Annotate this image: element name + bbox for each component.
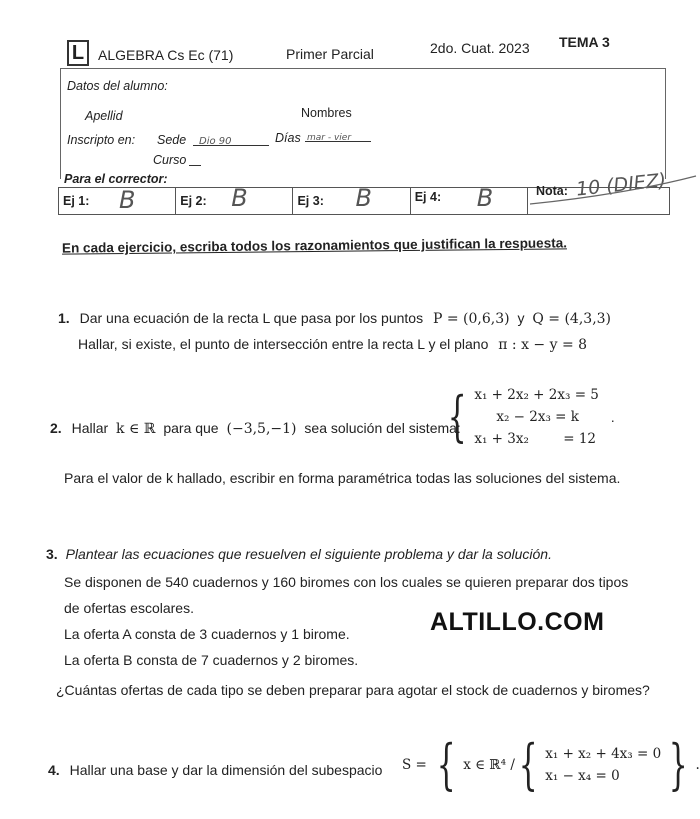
ex2-number: 2. [50, 420, 62, 436]
enrolled-label: Inscripto en: [67, 133, 136, 147]
ex1-line1: Dar una ecuación de la recta L que pasa por los puntos [79, 310, 424, 326]
exercise-2: 2. Hallar k ∈ ℝ para que (−3,5,−1) sea solución del sistema: [50, 420, 461, 437]
mark-ej2: B [231, 184, 248, 212]
mark-ej1: B [119, 186, 136, 214]
watermark: ALTILLO.COM [430, 608, 605, 636]
ex4-eq1: x₁ + x₂ + 4x₃ = 0 [545, 746, 662, 762]
exercise-1: 1. Dar una ecuación de la recta L que pasa por los puntos P = (0,6,3) y Q = (4,3,3) [58, 310, 612, 327]
ex1-point-p: P = (0,6,3) [432, 311, 510, 327]
grade-cell-ej3: Ej 3: B [293, 188, 410, 214]
exercise-1-line2: Hallar, si existe, el punto de intersección entre la recta L y el plano π : x − y = 8 [78, 336, 588, 353]
term-label: 2do. Cuat. 2023 [430, 40, 530, 56]
instruction-text: En cada ejercicio, escriba todos los razonamientos que justifican la respuesta. [61, 235, 567, 256]
grade-cell-ej1: Ej 1: B [59, 188, 176, 214]
ex2-system-brace: { [447, 385, 467, 448]
ex3-line1: Se disponen de 540 cuadernos y 160 biromes con los cuales se quieren preparar dos tipos [64, 574, 629, 590]
exam-letter: L [67, 40, 89, 66]
ex2-k-in-r: k ∈ ℝ [116, 421, 156, 437]
ex2-eq2: x₂ − 2x₃ = k [496, 409, 579, 425]
course-label: Curso [153, 153, 187, 167]
names-label: Nombres [301, 106, 352, 120]
ex3-line5: ¿Cuántas ofertas de cada tipo se deben preparar para agotar el stock de cuadernos y biromes? [56, 682, 650, 698]
ex3-line4: La oferta B consta de 7 cuadernos y 2 biromes. [64, 652, 359, 668]
exercise-3 [46, 542, 552, 566]
ex2-eq1: x₁ + 2x₂ + 2x₃ = 5 [474, 387, 599, 403]
topic-label: TEMA 3 [559, 34, 610, 50]
ex2-system: { x₁ + 2x₂ + 2x₃ = 5 x₂ − 2x₃ = k x₁ + 3x₂ = 12 . [447, 385, 615, 448]
days-value: mar - vier [307, 133, 352, 143]
ex3-line3: La oferta A consta de 3 cuadernos y 1 birome. [64, 626, 350, 642]
site-label: Sede [157, 133, 187, 147]
ex4-number: 4. [48, 762, 60, 778]
days-label: Días [275, 131, 301, 145]
ex2-line2: Para el valor de k hallado, escribir en forma paramétrica todas las soluciones del sistema. [64, 470, 621, 486]
student-data-box [60, 68, 666, 179]
ex1-point-q: Q = (4,3,3) [532, 311, 612, 327]
ex2-eq3: x₁ + 3x₂ = 12 [474, 431, 597, 447]
ex4-eq2: x₁ − x₄ = 0 [545, 768, 620, 784]
site-value: Dio 90 [199, 136, 232, 147]
mark-ej4: B [476, 184, 494, 212]
ex3-line2: de ofertas escolares. [64, 600, 194, 616]
grade-cell-ej2: Ej 2: B [176, 188, 293, 214]
ex3-number: 3. [46, 546, 58, 562]
ex4-set-head: x ∈ ℝ⁴ / [463, 757, 515, 773]
surname-label: Apellid [85, 109, 123, 123]
ex4-s-def: S = [402, 757, 427, 773]
exercise-4: 4. Hallar una base y dar la dimensión del subespacio [48, 762, 383, 778]
ex3-title: Plantear las ecuaciones que resuelven el siguiente problema y dar la solución. [65, 546, 552, 562]
final-grade-value: 10 (DIEZ) [575, 169, 668, 201]
ex1-number: 1. [58, 310, 70, 326]
grade-cell-ej4: Ej 4: B [411, 188, 528, 214]
grade-underline-stroke [520, 169, 700, 212]
final-grade-cell: Nota: 10 (DIEZ) [535, 169, 668, 201]
mark-ej3: B [355, 184, 372, 212]
course-title: ALGEBRA Cs Ec (71) [98, 47, 234, 63]
corrector-section-title: Para el corrector: [64, 172, 168, 186]
ex4-subspace: S = { x ∈ ℝ⁴ / { x₁ + x₂ + 4x₃ = 0 x₁ − x₄ = 0 } . [402, 733, 700, 796]
exam-title: Primer Parcial [286, 46, 374, 62]
ex1-plane: π : x − y = 8 [498, 337, 588, 353]
student-section-title: Datos del alumno: [67, 79, 168, 93]
ex2-vector: (−3,5,−1) [226, 421, 297, 437]
